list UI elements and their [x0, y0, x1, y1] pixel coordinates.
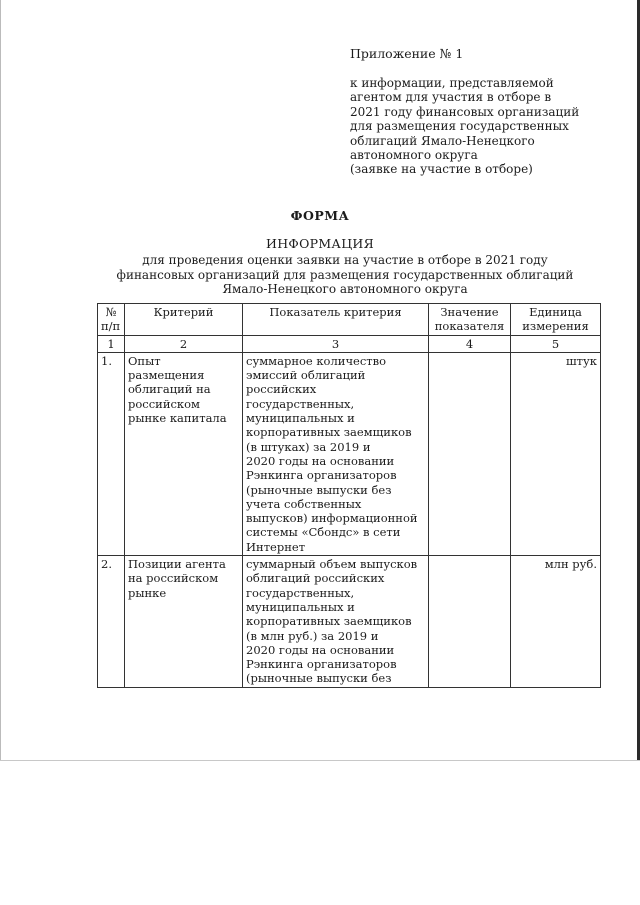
scan-edge-left: [0, 0, 1, 760]
indicator-line: корпоративных заемщиков: [246, 425, 412, 440]
criterion-line: Опыт: [128, 353, 161, 368]
form-title: ФОРМА: [290, 208, 350, 223]
criterion-line: российском: [128, 396, 200, 411]
header-indicator: [243, 304, 429, 336]
indicator-line: суммарный объем выпусков: [246, 557, 418, 572]
table-header-row: [98, 304, 601, 336]
header-value: [429, 304, 511, 336]
appendix-line: (заявке на участие в отборе): [350, 162, 533, 177]
table-row: [98, 352, 601, 555]
indicator-line: муниципальных и: [246, 599, 355, 614]
indicator-line: муниципальных и: [246, 411, 355, 426]
indicator-line: Рэнкинга организаторов: [246, 468, 397, 483]
indicator-line: (в млн руб.) за 2019 и: [246, 628, 379, 643]
row-value: [429, 556, 511, 688]
row-number: 1.: [98, 352, 125, 555]
indicator-line: (рыночные выпуски без: [246, 671, 392, 686]
indicator-line: Интернет: [246, 539, 306, 554]
appendix-line: автономного округа: [350, 148, 478, 163]
appendix-text: [350, 76, 590, 177]
indicator-line: выпусков) информационной: [246, 511, 418, 526]
column-number: 5: [511, 335, 601, 352]
subtitle-line: Ямало-Ненецкого автономного округа: [222, 282, 468, 296]
row-criterion: [125, 352, 243, 555]
column-number-row: [98, 335, 601, 352]
header-criterion: [125, 304, 243, 336]
column-number: 4: [429, 335, 511, 352]
row-indicator: [243, 352, 429, 555]
column-number: 2: [125, 335, 243, 352]
indicator-line: суммарное количество: [246, 353, 387, 368]
indicator-line: корпоративных заемщиков: [246, 614, 412, 629]
indicator-line: 2020 годы на основании: [246, 642, 395, 657]
indicator-line: 2020 годы на основании: [246, 453, 395, 468]
appendix-line: облигаций Ямало-Ненецкого: [350, 133, 535, 148]
indicator-line: эмиссий облигаций: [246, 368, 366, 383]
indicator-line: Рэнкинга организаторов: [246, 657, 397, 672]
header-value-line: показателя: [434, 319, 505, 334]
row-value: [429, 352, 511, 555]
info-title: ИНФОРМАЦИЯ: [266, 236, 374, 251]
indicator-line: системы «Cбондс» в сети: [246, 525, 401, 540]
column-number: 1: [98, 335, 125, 352]
row-unit: штук: [511, 352, 601, 555]
indicator-line: (в штуках) за 2019 и: [246, 439, 371, 454]
indicator-line: учета собственных: [246, 496, 362, 511]
criterion-line: на российском: [128, 571, 219, 586]
criterion-line: облигаций на: [128, 382, 211, 397]
subtitle-line: финансовых организаций для размещения государственных облигаций: [116, 267, 574, 282]
indicator-line: (рыночные выпуски без: [246, 482, 392, 497]
header-unit: [511, 304, 601, 336]
criterion-line: Позиции агента: [128, 557, 226, 572]
criterion-line: рынке: [128, 585, 167, 600]
appendix-heading: Приложение № 1: [350, 46, 464, 61]
row-number: 2.: [98, 556, 125, 688]
indicator-line: облигаций российских: [246, 571, 385, 586]
table-row: [98, 556, 601, 688]
header-criterion-label: Критерий: [153, 305, 214, 319]
column-number: 3: [243, 335, 429, 352]
header-unit-line: Единица: [529, 305, 582, 319]
appendix-line: 2021 году финансовых организаций: [350, 104, 580, 119]
indicator-line: государственных,: [246, 396, 355, 411]
indicator-line: российских: [246, 382, 317, 397]
appendix-line: агентом для участия в отборе в: [350, 90, 552, 105]
subtitle-line: для проведения оценки заявки на участие в отборе в 2021 году: [142, 253, 548, 267]
row-criterion: [125, 556, 243, 688]
row-indicator: [243, 556, 429, 688]
criteria-table: [97, 303, 601, 688]
appendix-line: к информации, представляемой: [350, 76, 554, 90]
criterion-line: размещения: [128, 368, 205, 383]
header-value-line: Значение: [440, 305, 499, 319]
criterion-line: рынке капитала: [128, 411, 227, 426]
scan-page-bottom-edge: [0, 760, 640, 761]
indicator-line: государственных,: [246, 585, 355, 600]
header-no-line: №: [105, 305, 117, 319]
row-unit: млн руб.: [511, 556, 601, 688]
appendix-line: для размещения государственных: [350, 119, 569, 134]
header-unit-line: измерения: [522, 319, 589, 334]
header-no-line: п/п: [101, 319, 121, 334]
header-no: [98, 304, 125, 336]
subtitle: [95, 253, 595, 297]
header-indicator-label: Показатель критерия: [269, 305, 402, 319]
